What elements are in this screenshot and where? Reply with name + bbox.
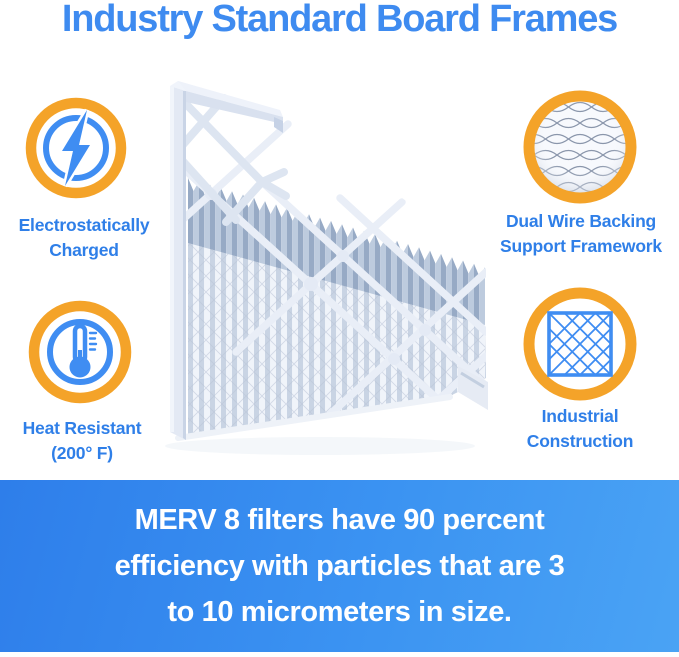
feature-label-line: Support Framework — [500, 236, 662, 256]
feature-label-line: (200° F) — [51, 443, 113, 463]
feature-electrostatic — [20, 92, 132, 209]
feature-industrial — [520, 284, 640, 409]
feature-heat-resistant — [24, 296, 136, 413]
feature-label-industrial — [470, 404, 679, 454]
feature-wire-backing — [520, 87, 640, 212]
air-filter-product-image — [150, 60, 500, 460]
feature-label-line: Heat Resistant — [22, 418, 142, 438]
page-title: Industry Standard Board Frames — [61, 0, 618, 40]
feature-label-electrostatic — [0, 213, 194, 263]
banner-text-line: to 10 micrometers in size. — [167, 596, 512, 628]
banner-text-line: MERV 8 filters have 90 percent — [134, 504, 545, 536]
mesh-grid-icon — [520, 284, 640, 404]
feature-label-line: Charged — [49, 240, 119, 260]
feature-label-line: Industrial — [541, 406, 619, 426]
feature-label-line: Construction — [526, 431, 634, 451]
feature-label-wire-backing — [471, 209, 679, 259]
frame-vertical-board-shade — [183, 91, 186, 440]
feature-label-line: Electrostatically — [18, 215, 150, 235]
merv-info-banner — [0, 480, 679, 652]
feature-label-heat-resistant — [0, 416, 192, 466]
feature-label-line: Dual Wire Backing — [505, 211, 657, 231]
thermometer-icon — [24, 296, 136, 408]
filter-shadow — [165, 437, 475, 455]
lightning-icon — [20, 92, 132, 204]
banner-text-line: efficiency with particles that are 3 — [114, 550, 565, 582]
wire-mesh-icon — [520, 87, 640, 207]
thermometer-mercury — [78, 350, 82, 368]
